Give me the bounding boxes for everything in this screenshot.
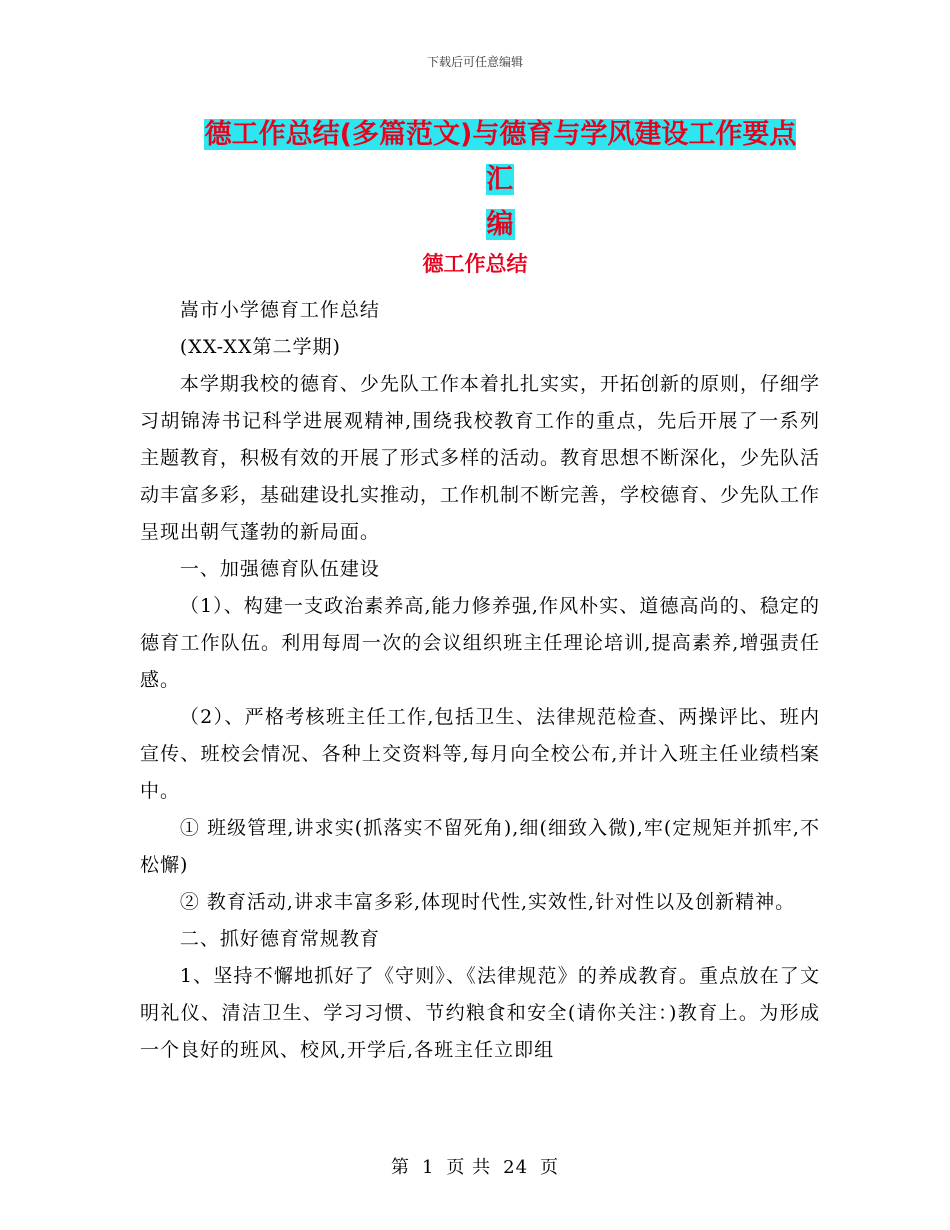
section-title: 德工作总结 (422, 252, 528, 276)
document-body (140, 292, 820, 1069)
paragraph-semester: (XX-XX第二学期) (179, 336, 341, 358)
footer-page-number: 1 (421, 1157, 435, 1178)
paragraph-item-2: （2）、严格考核班主任工作,包括卫生、法律规范检查、两操评比、班内宣传、班校会情况、各种上交资料等,每月向全校公布,并计入班主任业绩档案中。 (140, 706, 820, 802)
footer-mid: 页 共 (446, 1157, 492, 1178)
paragraph-intro: 本学期我校的德育、少先队工作本着扎扎实实，开拓创新的原则，仔细学习胡锦涛书记科学进展观精神,围绕我校教育工作的重点，先后开展了一系列主题教育，积极有效的开展了形式多样的活动。教育思想不断深化，少先队活动丰富多彩，基础建设扎实推动，工作机制不断完善，学校德育、少先队工作呈现出朝气蓬勃的新局面。 (140, 373, 821, 543)
heading-section-2: 二、抓好德育常规教育 (179, 928, 380, 950)
footer-suffix: 页 (540, 1157, 560, 1178)
document-title-line2: 编 (486, 209, 514, 240)
footer-prefix: 第 (390, 1157, 410, 1178)
header-note: 下载后可任意编辑 (426, 55, 523, 69)
paragraph-education-activities: ② 教育活动,讲求丰富多彩,体现时代性,实效性,针对性以及创新精神。 (179, 891, 796, 913)
document-title-line1: 德工作总结(多篇范文)与德育与学风建设工作要点汇 (204, 119, 797, 195)
paragraph-class-management: ① 班级管理,讲求实(抓落实不留死角),细(细致入微),牢(定规矩并抓牢,不松懈) (140, 817, 820, 876)
paragraph-item-1: （1）、构建一支政治素养高,能力修养强,作风朴实、道德高尚的、稳定的德育工作队伍。利用每周一次的会议组织班主任理论培训,提高素养,增强责任感。 (140, 595, 820, 691)
footer-total-pages: 24 (503, 1157, 529, 1178)
paragraph-routine-education: 1、坚持不懈地抓好了《守则》、《法律规范》的养成教育。重点放在了文明礼仪、清洁卫生、学习习惯、节约粮食和安全(请你关注：)教育上。为形成一个良好的班风、校风,开学后,各班主任立即组 (140, 965, 820, 1061)
document-title (190, 112, 810, 247)
heading-section-1: 一、加强德育队伍建设 (179, 558, 380, 580)
page-footer (0, 1153, 950, 1179)
paragraph-school-title: 嵩市小学德育工作总结 (179, 299, 380, 321)
